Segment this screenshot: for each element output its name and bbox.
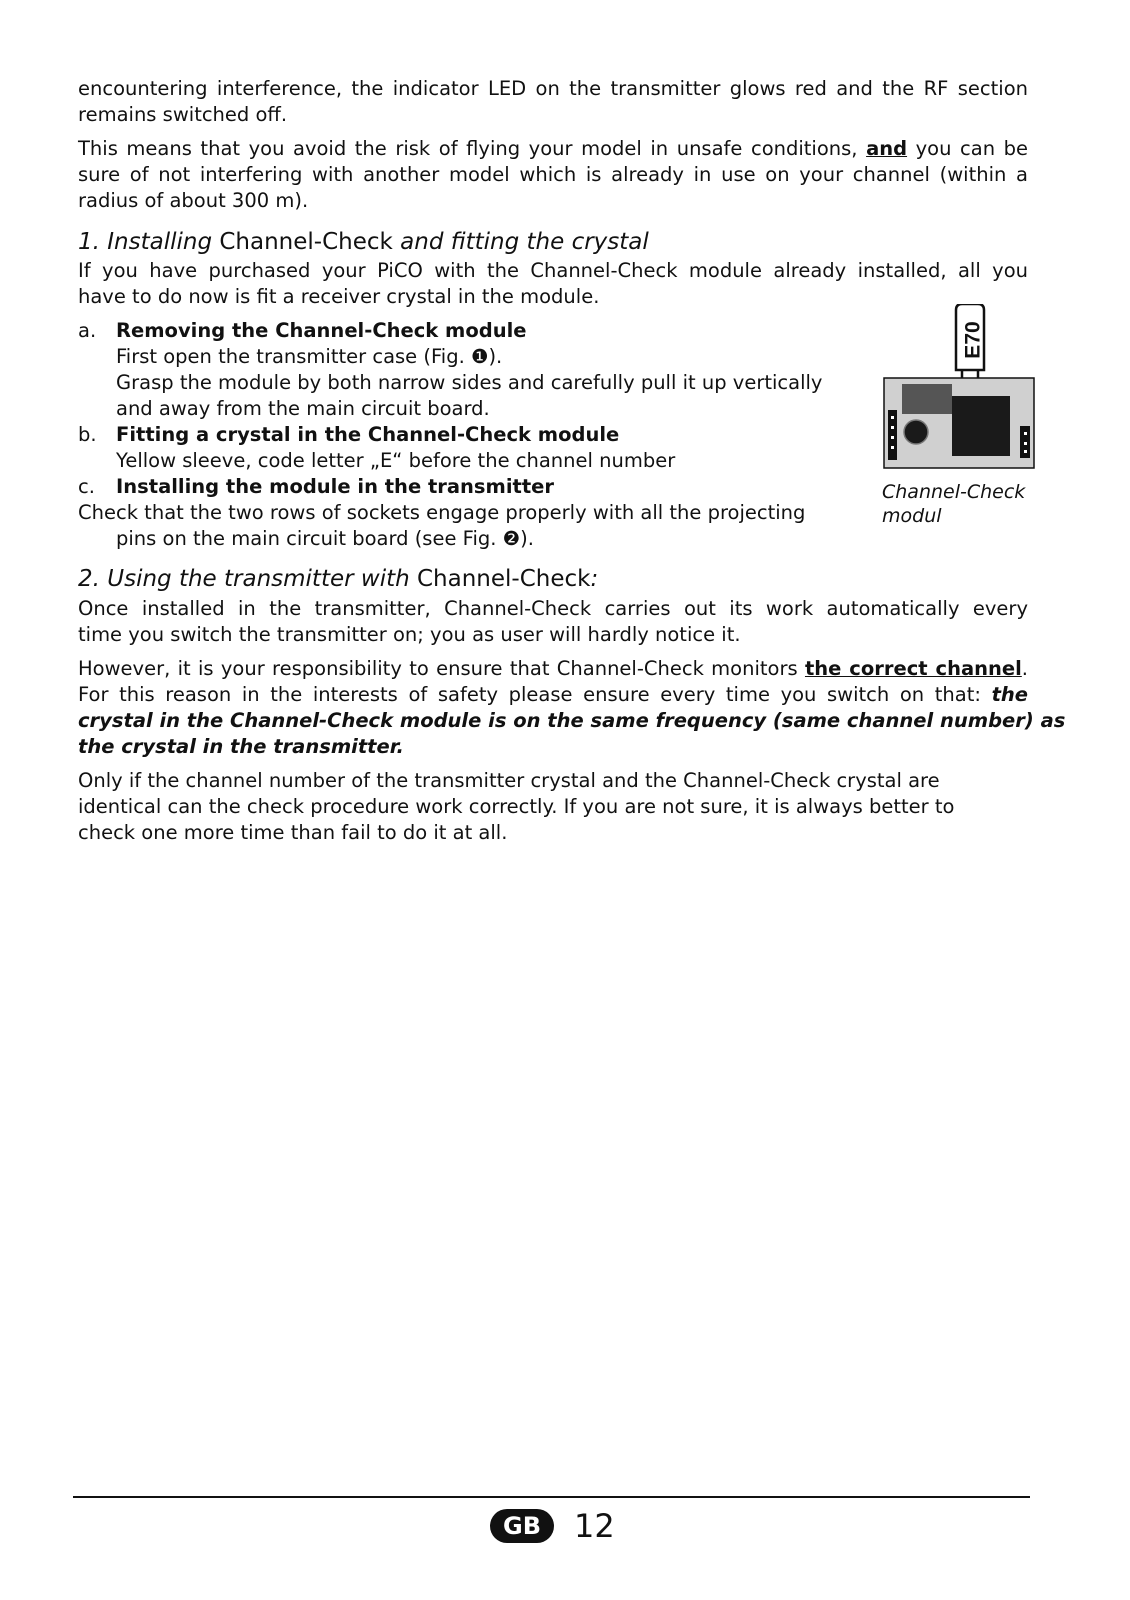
section1-heading [78, 227, 649, 257]
crystal-socket [952, 396, 1010, 456]
step-c-title: Installing the module in the transmitter [116, 475, 555, 498]
heading-part: Channel-Check [219, 229, 393, 255]
text-span: However, it is your responsibility to ensure that Channel-Check monitors [78, 657, 805, 680]
board-component [904, 420, 928, 444]
section2-paragraph: time you switch the transmitter on; you as user will hardly notice it. [78, 623, 741, 646]
section2-paragraph: check one more time than fail to do it at all. [78, 821, 508, 844]
channel-check-module-illustration [878, 304, 1038, 474]
section1-paragraph: have to do now is fit a receiver crystal in the module. [78, 285, 600, 308]
heading-part: : [590, 566, 599, 592]
step-b-marker: b. [78, 423, 97, 446]
step-c-text: pins on the main circuit board (see Fig. ❷). [116, 527, 534, 550]
intro-line: encountering interference, the indicator LED on the transmitter glows red and the RF section [78, 77, 1028, 100]
intro-paragraph [78, 136, 1028, 162]
intro-line: radius of about 300 m). [78, 189, 309, 212]
board-chip [902, 384, 952, 414]
heading-part: Channel-Check [417, 566, 591, 592]
emphasis-text: crystal in the Channel-Check module is on the same frequency (same channel number) as [78, 709, 1066, 732]
footer-divider [73, 1496, 1030, 1498]
crystal-label: E70 [961, 321, 985, 359]
section2-paragraph [78, 682, 1028, 708]
heading-part: 1. Installing [78, 229, 220, 255]
section2-paragraph [78, 656, 1028, 682]
page-number: 12 [574, 1507, 615, 1545]
section2-paragraph: Once installed in the transmitter, Channel-Check carries out its work automatically every [78, 597, 1028, 620]
step-c-text: Check that the two rows of sockets engage properly with all the projecting [78, 501, 806, 524]
language-badge: GB [490, 1509, 554, 1543]
step-b-title: Fitting a crystal in the Channel-Check module [116, 423, 620, 446]
step-a-title: Removing the Channel-Check module [116, 319, 527, 342]
intro-line: sure of not interfering with another model which is already in use on your channel (within a [78, 163, 1028, 186]
section1-paragraph: If you have purchased your PiCO with the Channel-Check module already installed, all you [78, 259, 1028, 282]
figure-caption: Channel-Check [882, 481, 1026, 503]
text-span: For this reason in the interests of safety please ensure every time you switch on that: [78, 683, 992, 706]
step-a-text: First open the transmitter case (Fig. ❶). [116, 345, 503, 368]
section2-paragraph: Only if the channel number of the transmitter crystal and the Channel-Check crystal are [78, 769, 940, 792]
emphasis-text: the crystal in the transmitter. [78, 735, 404, 758]
step-c-marker: c. [78, 475, 95, 498]
step-a-text: and away from the main circuit board. [116, 397, 490, 420]
section2-paragraph: identical can the check procedure work correctly. If you are not sure, it is always better to [78, 795, 955, 818]
step-a-text: Grasp the module by both narrow sides and carefully pull it up vertically [116, 371, 823, 394]
figure-caption: modul [882, 505, 942, 527]
text-span: This means that you avoid the risk of flying your model in unsafe conditions, [78, 137, 867, 160]
step-a-marker: a. [78, 319, 97, 342]
emphasis-correct-channel: the correct channel [804, 657, 1022, 680]
emphasis-text: the [991, 683, 1028, 706]
section2-heading [78, 564, 598, 594]
step-b-text: Yellow sleeve, code letter „E“ before the channel number [116, 449, 676, 472]
text-span: . [1021, 657, 1028, 680]
intro-line: remains switched off. [78, 103, 288, 126]
heading-part: and fitting the crystal [392, 229, 649, 255]
emphasis-and: and [866, 137, 908, 160]
heading-part: 2. Using the transmitter with [78, 566, 417, 592]
text-span: you can be [907, 137, 1028, 160]
